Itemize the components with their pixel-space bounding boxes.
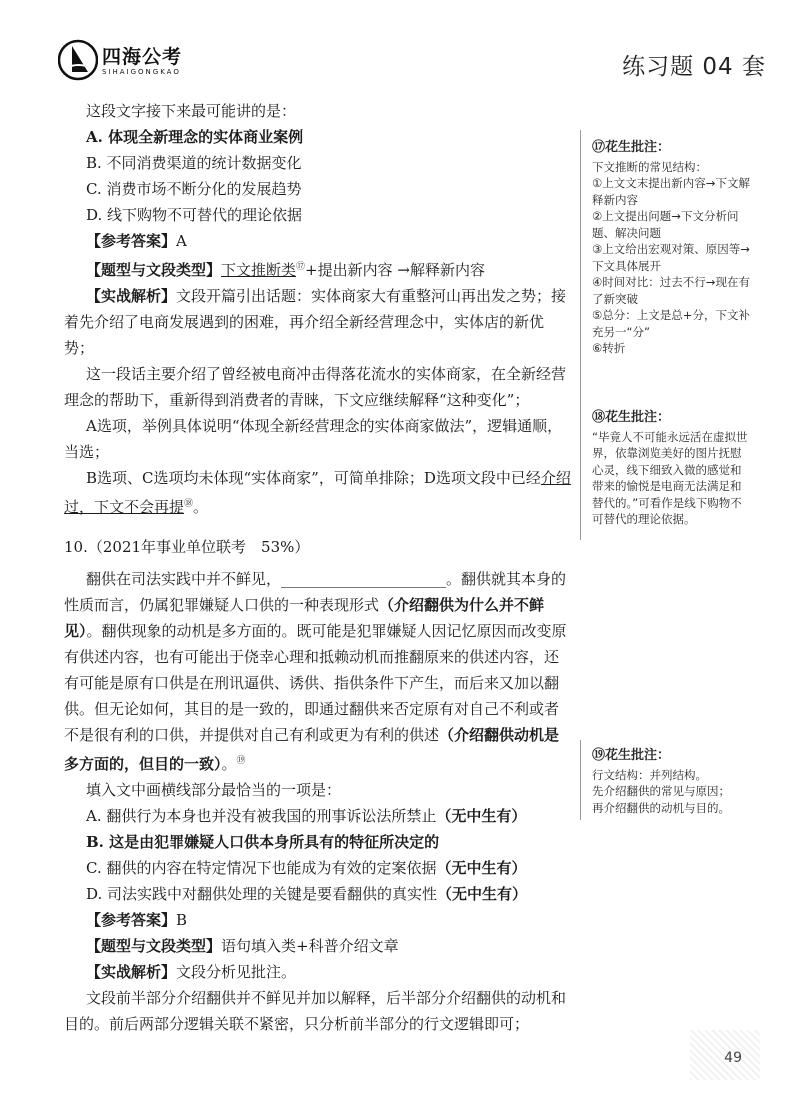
side-note-18 bbox=[592, 410, 752, 528]
option-note: （无中生有） bbox=[436, 859, 527, 877]
analysis-label: 【实战解析】 bbox=[86, 287, 177, 305]
type-line bbox=[64, 254, 572, 283]
logo bbox=[58, 38, 208, 90]
option-d bbox=[64, 881, 572, 907]
analysis-para bbox=[64, 465, 572, 520]
annotation-ref: ⑰ bbox=[296, 262, 306, 272]
passage-note: （介绍翻供动机是多方面的，但目的一致） bbox=[64, 726, 560, 773]
note-line: ⑥转折 bbox=[592, 341, 626, 355]
question-stem: 这段文字接下来最可能讲的是： bbox=[86, 102, 297, 120]
option-text: A. 翻供行为本身也并没有被我国的刑事诉讼法所禁止 bbox=[86, 807, 437, 825]
margin-divider bbox=[580, 130, 581, 540]
analysis-underlined: 介绍过，下文不会再提 bbox=[64, 469, 571, 516]
answer-label: 【参考答案】 bbox=[86, 911, 177, 929]
sail-logo-icon bbox=[58, 38, 98, 82]
question-stem: 填入文中画横线部分最恰当的一项是： bbox=[86, 781, 342, 799]
note-title: ⑱花生批注： bbox=[592, 410, 671, 425]
type-text: 下文推断类 bbox=[221, 261, 297, 279]
analysis-para: 文段前半部分介绍翻供并不鲜见并加以解释，后半部分介绍翻供的动机和目的。前后两部分逻辑关联不紧密，只分析前半部分的行文逻辑即可； bbox=[64, 989, 567, 1033]
answer-value: A bbox=[176, 232, 187, 250]
note-line: ⑤总分：上文是总+分，下文补充另一“分” bbox=[592, 308, 750, 339]
page-number: 49 bbox=[724, 1050, 742, 1066]
analysis-para bbox=[64, 283, 572, 361]
note-line: 行文结构：并列结构。 bbox=[592, 767, 707, 782]
analysis-para: A选项，举例具体说明“体现全新经营理念的实体商家做法”，逻辑通顺，当选； bbox=[64, 417, 563, 461]
side-note-17 bbox=[592, 140, 752, 357]
option-b bbox=[64, 829, 572, 855]
type-text: 语句填入类+科普介绍文章 bbox=[221, 937, 399, 955]
answer-label: 【参考答案】 bbox=[86, 232, 177, 250]
note-line: 下文推断的常见结构： bbox=[592, 159, 707, 174]
analysis-line bbox=[64, 959, 572, 985]
option-text: D. 司法实践中对翻供处理的关键是要看翻供的真实性 bbox=[86, 885, 438, 903]
option-d: D. 线下购物不可替代的理论依据 bbox=[86, 206, 303, 224]
answer-line bbox=[64, 907, 572, 933]
type-label: 【题型与文段类型】 bbox=[86, 937, 222, 955]
passage-note: （介绍翻供为什么并不鲜见） bbox=[64, 596, 545, 640]
option-c: C. 消费市场不断分化的发展趋势 bbox=[86, 180, 302, 198]
option-b: B. 不同消费渠道的统计数据变化 bbox=[86, 154, 302, 172]
answer-line bbox=[64, 228, 572, 254]
annotation-ref: ⑲ bbox=[236, 756, 246, 766]
option-note: （无中生有） bbox=[436, 807, 527, 825]
note-line: ①上文文末提出新内容→下文解释新内容 bbox=[592, 176, 750, 207]
passage-text: 翻供在司法实践中并不鲜见，______________________。翻供就其本身的性质而言，仍属犯罪嫌疑人口供的一种表现形式 bbox=[64, 570, 567, 614]
type-text-rest: +提出新内容 →解释新内容 bbox=[305, 261, 485, 279]
option-note: （无中生有） bbox=[437, 885, 528, 903]
set-title: 练习题 04 套 bbox=[622, 54, 766, 80]
margin-divider bbox=[580, 740, 581, 820]
passage-text: 。翻供现象的动机是多方面的。既可能是犯罪嫌疑人因记忆原因而改变原有供述内容，也有可能出于侥幸心理和抵赖动机而推翻原来的供述内容，还有可能是原有口供是在刑讯逼供、诱供、指供条件下产生，而后来又加以翻供。但无论如何，其目的是一致的，即通过翻供来否定原有对自己不利或者不是很有利的口供，并提供对自己有利或更为有利的供述 bbox=[64, 622, 567, 744]
note-line: “毕竟人不可能永远活在虚拟世界，依靠浏览美好的图片抚慰心灵，线下细致入微的感觉和带来的愉悦是电商无法满足和替代的。”可看作是线下购物不可替代的理论依据。 bbox=[592, 429, 748, 526]
analysis-text: 文段开篇引出话题：实体商家大有重整河山再出发之势；接着先介绍了电商发展遇到的困难，再介绍全新经营理念中，实体店的新优势； bbox=[64, 287, 567, 357]
analysis-text: 文段分析见批注。 bbox=[176, 963, 297, 981]
annotation-ref: ⑱ bbox=[184, 499, 194, 509]
analysis-label: 【实战解析】 bbox=[86, 963, 177, 981]
note-line: ④时间对比：过去不行→现在有了新突破 bbox=[592, 275, 750, 306]
passage bbox=[64, 566, 572, 777]
logo-subtitle: SIHAIGONGKAO bbox=[102, 68, 181, 76]
answer-value: B bbox=[176, 911, 188, 929]
analysis-para: 这一段话主要介绍了曾经被电商冲击得落花流水的实体商家，在全新经营理念的帮助下，重新得到消费者的青睐，下文应继续解释“这种变化”； bbox=[64, 365, 567, 409]
note-title: ⑲花生批注： bbox=[592, 748, 671, 763]
type-label: 【题型与文段类型】 bbox=[86, 261, 222, 279]
note-line: ③上文给出宏观对策、原因等→下文具体展开 bbox=[592, 242, 750, 273]
side-note-19 bbox=[592, 748, 752, 816]
question-10 bbox=[64, 534, 572, 1037]
analysis-text: B选项、C选项均未体现“实体商家”，可简单排除；D选项文段中已经 bbox=[86, 469, 541, 487]
option-c bbox=[64, 855, 572, 881]
option-a bbox=[64, 803, 572, 829]
option-text: C. 翻供的内容在特定情况下也能成为有效的定案依据 bbox=[86, 859, 437, 877]
question-heading: 10.（2021年事业单位联考 53%） bbox=[64, 538, 310, 556]
note-title: ⑰花生批注： bbox=[592, 140, 671, 155]
option-a: A. 体现全新理念的实体商业案例 bbox=[86, 128, 304, 146]
note-line: ②上文提出问题→下文分析问题、解决问题 bbox=[592, 209, 739, 240]
option-text: B. 这是由犯罪嫌疑人口供本身所具有的特征所决定的 bbox=[86, 833, 440, 851]
logo-name: 四海公考 bbox=[102, 46, 183, 68]
question-9 bbox=[64, 98, 572, 520]
note-line: 先介绍翻供的常见与原因； bbox=[592, 784, 730, 798]
passage-end: 。 bbox=[221, 755, 237, 773]
type-line bbox=[64, 933, 572, 959]
note-line: 再介绍翻供的动机与目的。 bbox=[592, 800, 730, 815]
analysis-end: 。 bbox=[193, 498, 209, 516]
